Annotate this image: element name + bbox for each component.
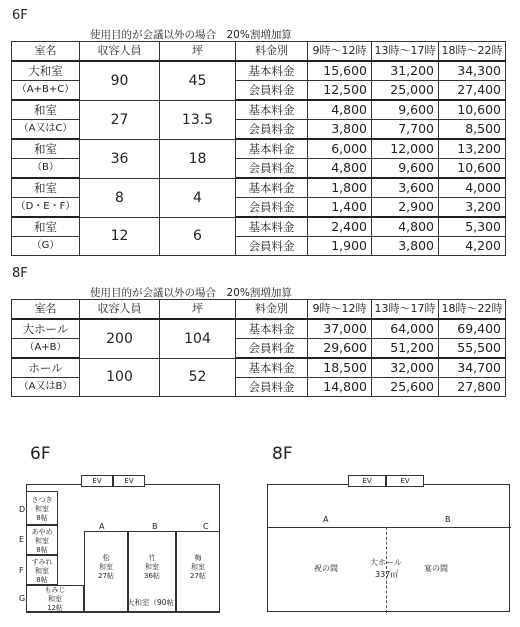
- price: 18,500: [308, 358, 372, 378]
- room-satsuki-name: さつき: [31, 496, 53, 504]
- table-row: [12, 100, 506, 120]
- floor-6f-label: 6F: [12, 8, 28, 23]
- room-sumire: [26, 555, 58, 585]
- room-satsuki-type: 和室: [35, 505, 49, 513]
- room-sub: （D・E・F）: [12, 198, 80, 218]
- room-name: ホール: [12, 358, 80, 378]
- room-sumire-type: 和室: [35, 567, 49, 575]
- room-label-a: A: [99, 522, 105, 531]
- floor-plan-8f: [267, 477, 510, 612]
- price: 9,600: [372, 100, 439, 120]
- room-take-name: 竹: [148, 554, 156, 562]
- col-evening: 18時～22時: [439, 42, 506, 62]
- room-satsuki-size: 8帖: [36, 514, 48, 522]
- price: 25,000: [372, 81, 439, 101]
- rate-type: 会員料金: [236, 198, 308, 218]
- table-row: [12, 61, 506, 81]
- room-capacity: 8: [80, 178, 160, 217]
- room-label-e: E: [19, 535, 25, 544]
- hall-iwai: 祝の間: [314, 564, 338, 573]
- col-room-name: 室名: [12, 300, 80, 320]
- room-name: 大和室: [12, 61, 80, 81]
- room-tsubo: 13.5: [160, 100, 236, 139]
- col-morning: 9時～12時: [308, 42, 372, 62]
- room-sub: （A+B）: [12, 339, 80, 359]
- col-rate-type: 料金別: [236, 300, 308, 320]
- rate-type: 会員料金: [236, 237, 308, 256]
- col-afternoon: 13時～17時: [372, 42, 439, 62]
- col-tsubo: 坪: [160, 42, 236, 62]
- price: 12,000: [372, 139, 439, 159]
- rate-type: 会員料金: [236, 378, 308, 397]
- col-rate-type: 料金別: [236, 42, 308, 62]
- room-matsu: [84, 531, 128, 613]
- room-momiji: [26, 585, 84, 613]
- price: 1,800: [308, 178, 372, 198]
- price: 34,300: [439, 61, 506, 81]
- rate-type: 会員料金: [236, 339, 308, 359]
- plan-8f-title: 8F: [272, 444, 293, 464]
- rate-type: 基本料金: [236, 139, 308, 159]
- col-tsubo: 坪: [160, 300, 236, 320]
- col-afternoon: 13時～17時: [372, 300, 439, 320]
- room-capacity: 36: [80, 139, 160, 178]
- price: 31,200: [372, 61, 439, 81]
- price: 12,500: [308, 81, 372, 101]
- room-tsubo: 104: [160, 319, 236, 358]
- col-morning: 9時～12時: [308, 300, 372, 320]
- price: 55,500: [439, 339, 506, 359]
- floor-plan-6f: [26, 477, 220, 612]
- price: 4,200: [439, 237, 506, 256]
- price: 25,600: [372, 378, 439, 397]
- price: 34,700: [439, 358, 506, 378]
- price: 10,600: [439, 100, 506, 120]
- price: 10,600: [439, 159, 506, 179]
- room-sub: （G）: [12, 237, 80, 256]
- price: 69,400: [439, 319, 506, 339]
- table-row: [12, 139, 506, 159]
- room-momiji-size: 12帖: [47, 604, 63, 612]
- rate-type: 基本料金: [236, 178, 308, 198]
- rate-type: 基本料金: [236, 61, 308, 81]
- header-row: [12, 300, 506, 320]
- room-sub: （A又はB）: [12, 378, 80, 397]
- rate-type: 会員料金: [236, 81, 308, 101]
- room-take-size: 36帖: [144, 572, 160, 580]
- price: 27,400: [439, 81, 506, 101]
- room-matsu-size: 27帖: [98, 572, 114, 580]
- table-row: [12, 178, 506, 198]
- elevator-2: EV: [386, 475, 424, 487]
- room-daiwa-label: 大和室（90帖）: [127, 598, 182, 607]
- room-capacity: 90: [80, 61, 160, 100]
- price: 4,800: [308, 159, 372, 179]
- room-ume: [176, 531, 220, 613]
- price: 64,000: [372, 319, 439, 339]
- room-label-c: C: [203, 522, 209, 531]
- room-satsuki: [26, 491, 58, 525]
- room-name: 大ホール: [12, 319, 80, 339]
- room-ume-type: 和室: [191, 563, 205, 571]
- room-tsubo: 52: [160, 358, 236, 397]
- room-name: 和室: [12, 139, 80, 159]
- room-capacity: 200: [80, 319, 160, 358]
- room-tsubo: 45: [160, 61, 236, 100]
- room-matsu-type: 和室: [99, 563, 113, 571]
- room-sub: （B）: [12, 159, 80, 179]
- price: 2,400: [308, 217, 372, 237]
- price: 14,800: [308, 378, 372, 397]
- price: 3,600: [372, 178, 439, 198]
- room-capacity: 27: [80, 100, 160, 139]
- elevator-1: EV: [348, 475, 386, 487]
- room-label-b: B: [152, 522, 158, 531]
- price: 6,000: [308, 139, 372, 159]
- room-tsubo: 18: [160, 139, 236, 178]
- room-ume-size: 27帖: [190, 572, 206, 580]
- hall-main-area: 337㎡: [375, 570, 399, 579]
- price: 2,900: [372, 198, 439, 218]
- room-tsubo: 6: [160, 217, 236, 256]
- price: 1,900: [308, 237, 372, 256]
- room-ayame-size: 8帖: [36, 546, 48, 554]
- room-ayame: [26, 525, 58, 555]
- rate-table-8f: [11, 299, 506, 397]
- price: 3,800: [372, 237, 439, 256]
- elevator-1: EV: [81, 475, 113, 487]
- elevator-2: EV: [113, 475, 145, 487]
- room-ayame-name: あやめ: [31, 528, 53, 536]
- rate-type: 基本料金: [236, 319, 308, 339]
- hall-label-b: B: [445, 515, 451, 524]
- price: 32,000: [372, 358, 439, 378]
- price: 5,300: [439, 217, 506, 237]
- room-name: 和室: [12, 178, 80, 198]
- price: 9,600: [372, 159, 439, 179]
- floor-8f-note: 使用目的が会議以外の場合 20%割増加算: [90, 287, 292, 299]
- col-room-name: 室名: [12, 42, 80, 62]
- price: 15,600: [308, 61, 372, 81]
- room-sumire-name: すみれ: [31, 558, 53, 566]
- price: 7,700: [372, 120, 439, 140]
- price: 4,000: [439, 178, 506, 198]
- room-tsubo: 4: [160, 178, 236, 217]
- price: 51,200: [372, 339, 439, 359]
- room-take-type: 和室: [145, 563, 159, 571]
- hall-utage: 宴の間: [424, 564, 448, 573]
- room-sub: （A+B+C）: [12, 81, 80, 101]
- price: 13,200: [439, 139, 506, 159]
- room-label-d: D: [19, 505, 26, 514]
- room-sumire-size: 8帖: [36, 576, 48, 584]
- rate-type: 基本料金: [236, 217, 308, 237]
- rate-type: 基本料金: [236, 100, 308, 120]
- price: 29,600: [308, 339, 372, 359]
- table-row: [12, 358, 506, 378]
- price: 3,800: [308, 120, 372, 140]
- rate-type: 会員料金: [236, 159, 308, 179]
- price: 37,000: [308, 319, 372, 339]
- plan-6f-title: 6F: [30, 444, 51, 464]
- table-row: [12, 319, 506, 339]
- room-sub: （A又はC）: [12, 120, 80, 140]
- rate-type: 会員料金: [236, 120, 308, 140]
- hall-label-a: A: [323, 515, 329, 524]
- col-capacity: 収容人員: [80, 42, 160, 62]
- table-row: [12, 217, 506, 237]
- room-matsu-name: 松: [102, 554, 110, 562]
- hall-main-name: 大ホール: [370, 558, 402, 567]
- room-capacity: 12: [80, 217, 160, 256]
- floor-8f-label: 8F: [12, 266, 28, 281]
- room-capacity: 100: [80, 358, 160, 397]
- price: 8,500: [439, 120, 506, 140]
- room-label-f: F: [19, 566, 24, 575]
- col-evening: 18時～22時: [439, 300, 506, 320]
- room-ume-name: 梅: [194, 554, 202, 562]
- room-name: 和室: [12, 217, 80, 237]
- price: 1,400: [308, 198, 372, 218]
- price: 27,800: [439, 378, 506, 397]
- price: 4,800: [308, 100, 372, 120]
- room-momiji-name: もみじ: [44, 586, 66, 594]
- room-momiji-type: 和室: [48, 595, 62, 603]
- rate-type: 基本料金: [236, 358, 308, 378]
- floor-6f-note: 使用目的が会議以外の場合 20%割増加算: [90, 29, 292, 41]
- room-ayame-type: 和室: [35, 537, 49, 545]
- price: 4,800: [372, 217, 439, 237]
- hall-divider-line: [268, 527, 511, 528]
- header-row: [12, 42, 506, 62]
- rate-table-6f: [11, 41, 506, 256]
- room-label-g: G: [19, 594, 26, 603]
- price: 3,200: [439, 198, 506, 218]
- room-name: 和室: [12, 100, 80, 120]
- col-capacity: 収容人員: [80, 300, 160, 320]
